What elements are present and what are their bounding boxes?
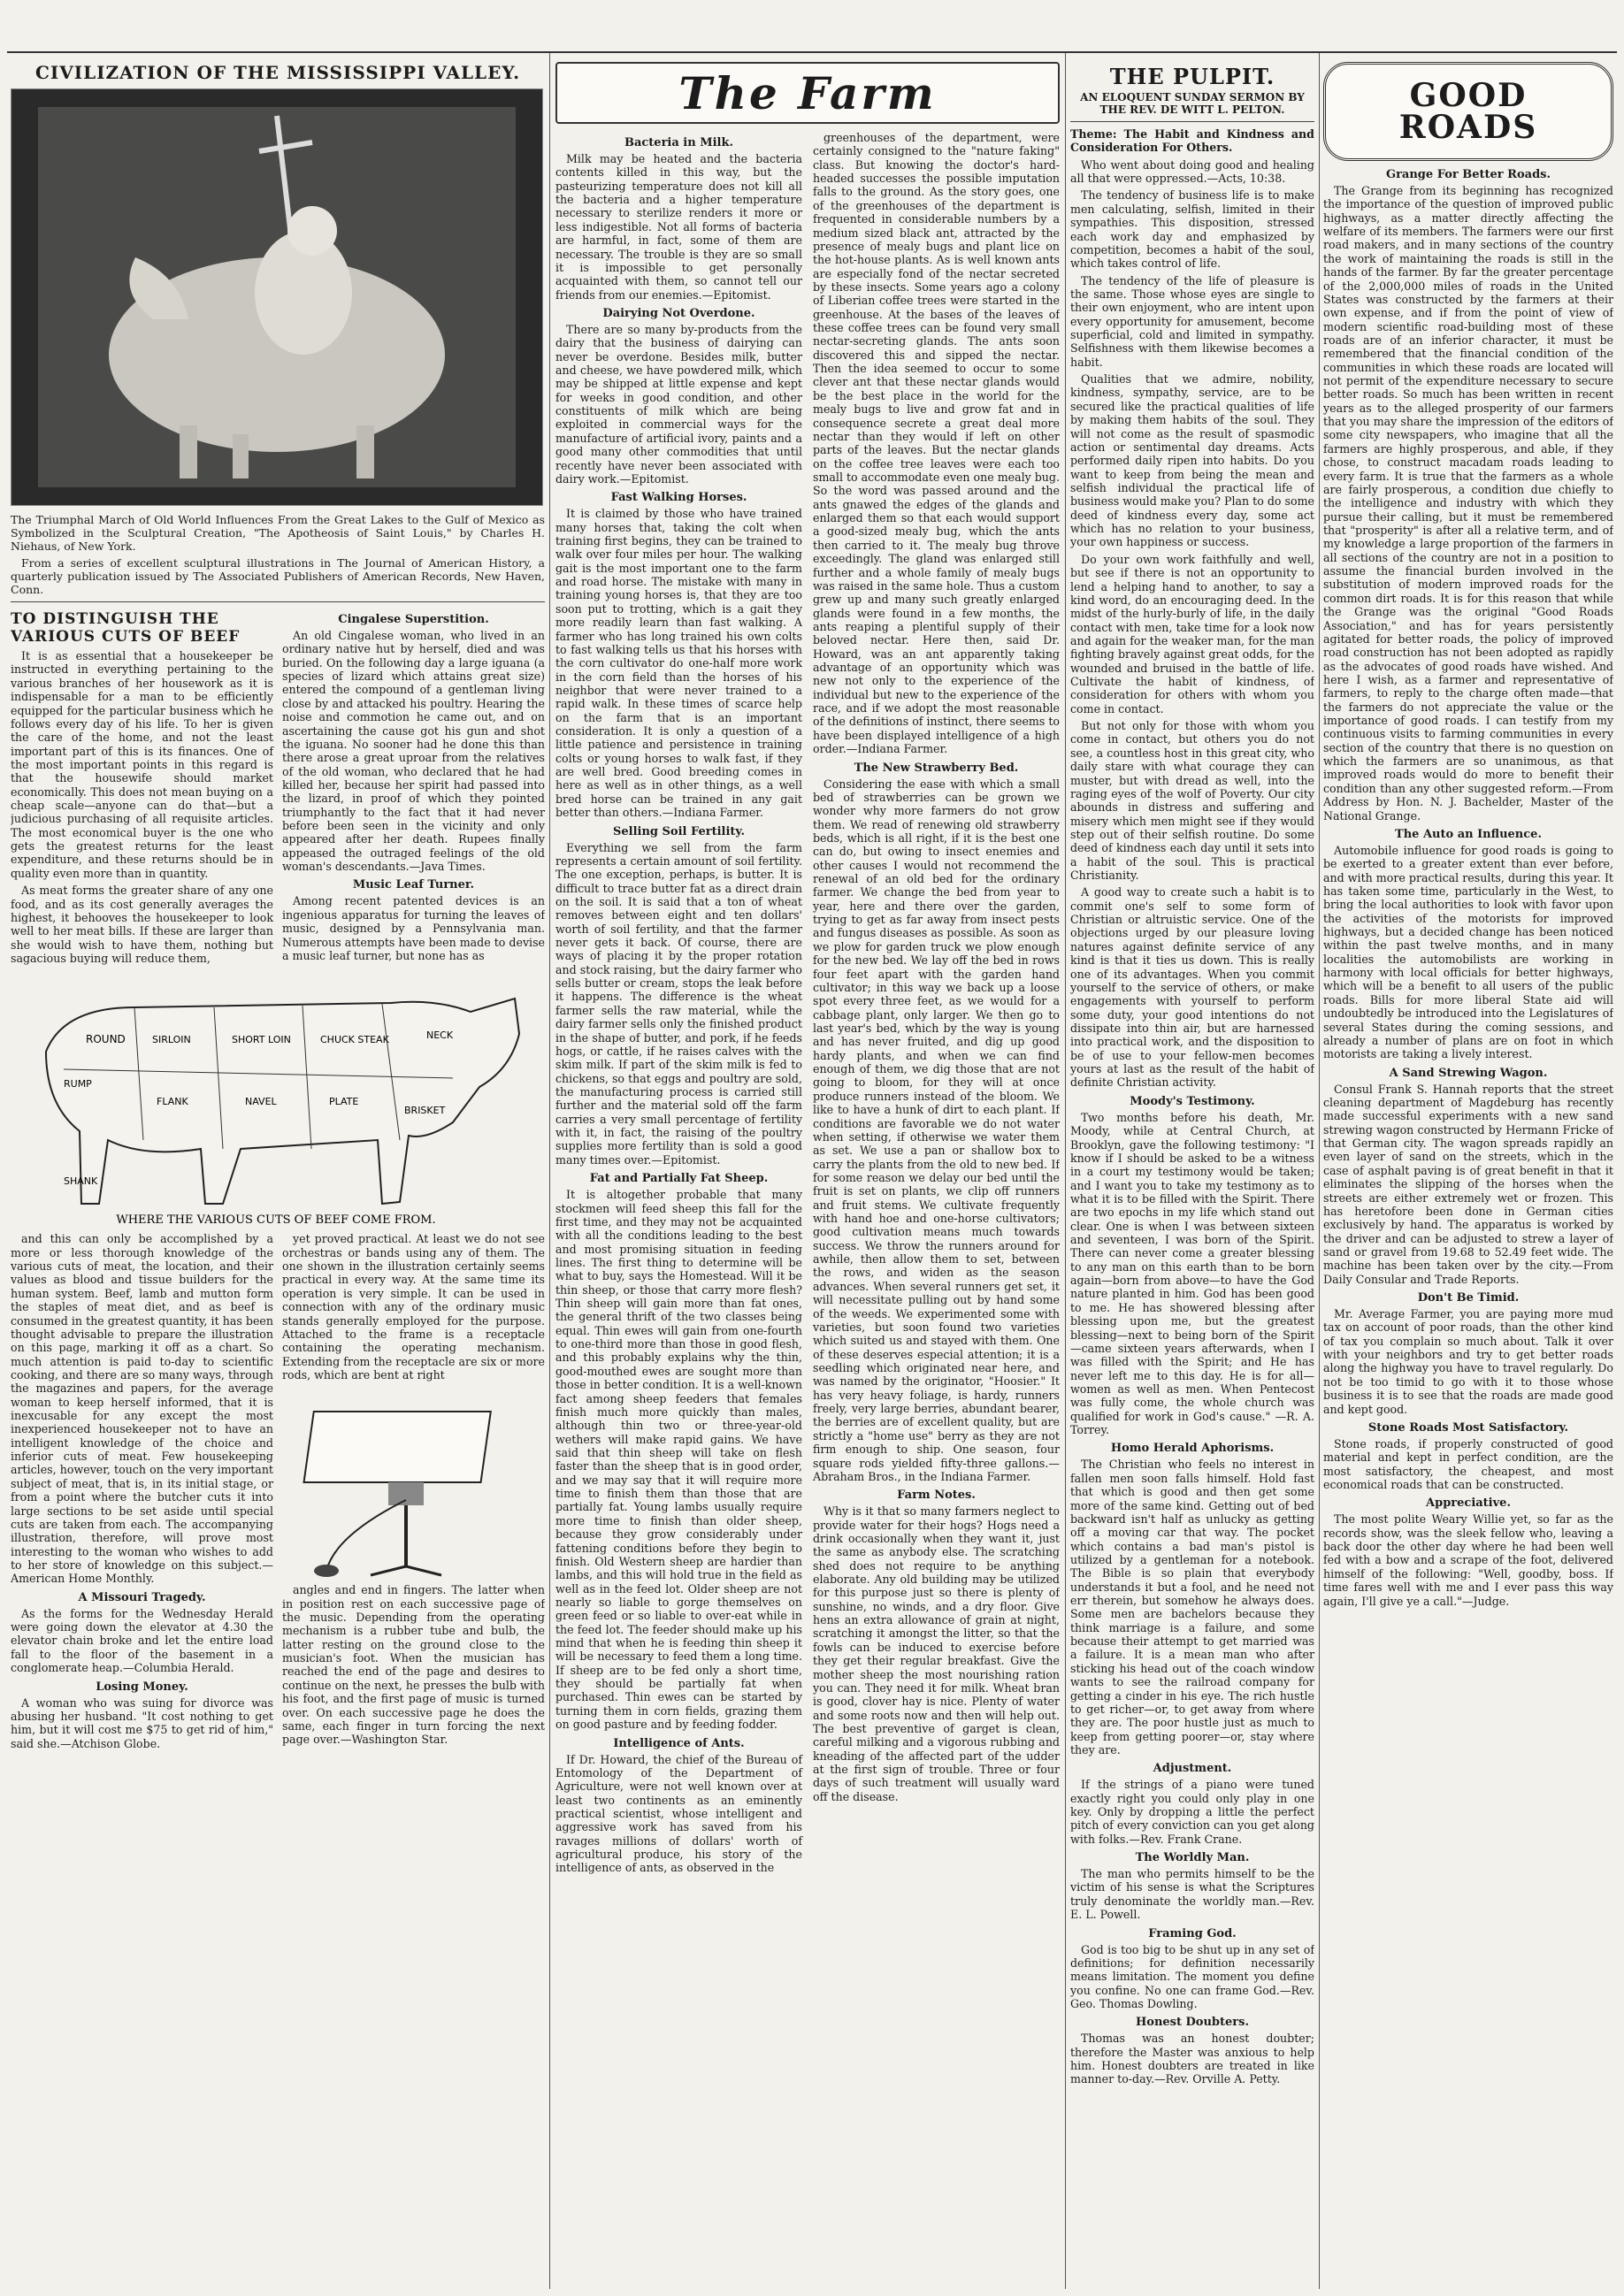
good-roads-title-line: ROADS [1398, 109, 1538, 146]
column-good-roads [1323, 62, 1613, 2289]
framing-text: God is too big to be shut up in any set of definitions; for definition necessarily means limitation. The moment you define you confine. No one can frame God.—Rev. Geo. Thomas Dowling. [1070, 1942, 1314, 2010]
music-heading: Music Leaf Turner. [352, 878, 475, 892]
music-continued: yet proved practical. At least we do not see orchestras or bands using any of them. The one shown in the illustration certainly seems practical in every way. At the same time its operation is very simple. It can be used in connection with any of the ordinary music stands generally employed for the purpose. Attached to the frame is a receptacle containing the operating mechanism. Extending from the receptacle are six or more rods, which are bent at right [282, 1232, 545, 1381]
section-title-farm: The Farm [555, 62, 1060, 124]
timid-heading: Don't Be Timid. [1417, 1291, 1520, 1305]
pulpit-paragraph: But not only for those with whom you come in contact, but others you do not see, a countless host in this great city, who daily stare with what courage they can muster, but with dread as well, into the raging eyes of the wolf of Poverty. Our city abounds in distress and suffering and misery which men might see if they would step out of their selfish routine. Do some deed of kindness each day until it sets into a habit of the soul. This is practical Christianity. [1070, 719, 1314, 883]
farm-heading: Intelligence of Ants. [613, 1736, 745, 1750]
worldly-text: The man who permits himself to be the victim of his sense is what the Scriptures truly denominate the worldly man.—Rev. E. L. Powell. [1070, 1867, 1314, 1922]
pulpit-intro: Who went about doing good and healing all that were oppressed.—Acts, 10:38. [1070, 157, 1314, 186]
auto-text: Automobile influence for good roads is going to be exerted to a greater extent than ever before, and with more practical results, during this year. It has taken some time, particularly in the West, to bring the local authorities to look with favor upon the activities of the motorists for improved highways, but a decided change has been noticed within the past twelve months, and in many localities the automobilists are working in harmony with local officials for better highways, which will be a benefit to all users of the public roads. Bills for more liberal State aid will undoubtedly be introduced into the Legislatures of several States during the coming sessions, and already a number of plans are on foot in which motorists are taking a lively interest. [1323, 843, 1613, 1061]
farm-heading: Fast Walking Horses. [610, 491, 747, 505]
farm-text: Why is it that so many farmers neglect to provide water for their hogs? Hogs need a drink occasionally when they want it, just the same as anybody else. The scratching shed does not require to be anything elaborate. Any old building may be utilized for this purpose just so there is plenty of sunshine, no winds, and a dry floor. Give hens an extra allowance of grain at night, scratching it amongst the litter, so that the fowls can be induced to exercise before they get their regular breakfast. Give the mother sheep the most nourishing ration you can. They need it for milk. Wheat bran is good, clover hay is nice. Plenty of water and some roots now and then will help out. The best preventive of garget is clean, careful milking and a vigorous rubbing and kneading of the affected part of the udder at the first sign of trouble. Three or four days of such treatment will usually ward off the disease. [813, 1504, 1060, 1803]
farm-right-column [813, 131, 1060, 1879]
beef-heading: TO DISTINGUISH THE VARIOUS CUTS OF BEEF [11, 610, 241, 646]
pulpit-paragraph: The tendency of business life is to make men calculating, selfish, limited in their sympathies. This disposition, stressed each work day and emphasized by competition, becomes a habit of the soul, which takes control of life. [1070, 188, 1314, 271]
pulpit-paragraph: A good way to create such a habit is to commit one's self to some form of Christian or altruistic service. One of the objections urged by our pleasure loving natures against definite service of any kind is that it ties us down. This is really one of its advantages. When you commit yourself to the service of others, or make engagements with yourself to perform some duty, your good intentions do not dissipate into thin air, but are harnessed into practical work, and the disposition to be of use to your fellow-men becomes yours at last as the result of the habit of definite Christian activity. [1070, 885, 1314, 1090]
framing-heading: Framing God. [1148, 1926, 1237, 1940]
farm-heading: The New Strawberry Bed. [854, 761, 1019, 775]
stone-heading: Stone Roads Most Satisfactory. [1367, 1420, 1569, 1435]
pulpit-subtitle: AN ELOQUENT SUNDAY SERMON BY THE REV. DE WITT L. PELTON. [1080, 91, 1305, 116]
beef-continued: and this can only be accomplished by a more or less thorough knowledge of the various cuts of meat, the location, and their values as blood and tissue builders for the human system. Beef, lamb and mutton form the staples of meat diet, and as beef is consumed in the greatest quantity, it has been thought advisable to prepare the illustration on this page, marking it off as a chart. So much attention is paid to-day to scientific cooking, and there are so many ways, through the magazines and papers, for the average woman to keep herself informed, that it is inexcusable for any except the most inexperienced housekeeper not to have an intelligent knowledge of the choice and inferior cuts of meat. Few housekeeping articles, however, touch on the very important subject of meat, that is, in its initial stage, or from a point where the butcher cuts it into large sections to be set aside until special cuts are taken from each. The accompanying illustration, therefore, will prove most interesting to the woman who wishes to add to her store of knowledge on this subject.—American Home Monthly. [11, 1232, 273, 1586]
appreciative-heading: Appreciative. [1426, 1496, 1511, 1511]
masthead-rule [7, 51, 1617, 53]
farm-text: If Dr. Howard, the chief of the Bureau of Entomology of the Department of Agriculture, were not well known over at least two continents as an eminently practical scientist, whose intelligent and aggressive work has saved from his ravages millions of dollars' worth of agricultural produce, his story of the intelligence of ants, as observed in the [555, 1752, 802, 1875]
adjustment-text: If the strings of a piano were tuned exactly right you could only play in one key. Only by dropping a little the perfect pitch of every conviction can you get along with folks.—Rev. Frank Crane. [1070, 1778, 1314, 1846]
appreciative-text: The most polite Weary Willie yet, so far as the records show, was the sleek fellow who, leaving a back door the other day where he had been well fed with a bow and a scrape of the foot, delivered himself of the following: "Well, goodby, boss. If time fares well with me and I ever pass this way again, I'll give ye a call."—Judge. [1323, 1512, 1613, 1608]
farm-heading: Farm Notes. [897, 1489, 976, 1503]
cut-label: SIRLOIN [152, 1034, 191, 1046]
cut-label: NECK [426, 1029, 454, 1042]
auto-heading: The Auto an Influence. [1395, 827, 1542, 841]
cut-label: NAVEL [245, 1096, 277, 1108]
farm-text: It is altogether probable that many stockmen will feed sheep this fall for the first time, and they may not be acquainted with all the conditions leading to the best and most promising situation in feeding lines. The first thing to determine will be what to buy, says the Homestead. Will it be thin sheep, or those that carry more flesh? Thin sheep will gain more than fat ones, the general thrift of the two classes being equal. Thin ewes will gain from one-fourth to one-third more than those in good flesh, and this probably explains why the thin, good-mouthed ewes are sought more than those in better condition. It is a well-known fact among sheep feeders that females finish much more quickly than males, although thin two or three-year-old wethers will make rapid gains. We have said that thin sheep will take on flesh faster than the sheep that is in good order, and we may say that it will require more time to finish them than those that are partially fat. Young lambs usually require more time to finish than older sheep, because they grow considerably under fattening conditions before they begin to finish. Old Western sheep are hardier than lambs, and this will hold true in the field as well as in the feed lot. Older sheep are not nearly so liable to gorge themselves on green feed or so liable to over-eat while in the feed lot. The feeder should make up his mind that when he is feeding thin sheep it will be necessary to feed them a long time. If sheep are to be fed only a short time, they should be partially fat when purchased. Thin ewes can be started by turning them in corn fields, grazing them on good pasture and by feeding fodder. [555, 1188, 802, 1732]
pulpit-paragraph: The tendency of the life of pleasure is the same. Those whose eyes are single to their own enjoyment, who are intent upon every opportunity for amusement, become superficial, cold and limited in sympathy. Selfishness with them likewise becomes a habit. [1070, 273, 1314, 369]
cingalese-heading: Cingalese Superstition. [338, 613, 489, 626]
farm-text: Considering the ease with which a small bed of strawberries can be grown we wonder why more farmers do not grow them. We read of renewing old strawberry beds, which is all right, if it is the best one can do, but owing to insect enemies and other causes I would not recommend the renewal of an old bed for the ordinary farmer. We change the bed from year to year, here and there over the garden, trying to get as far away from insect pests and fungus diseases as possible. As soon as we plow for garden truck we plow enough for the new bed. We lay off the bed in rows four feet apart with the garden hand cultivator; in this way we back up a loose spot every three feet, as we would for a cabbage plant, only larger. We then go to last year's bed, which by the way is young and has never fruited, and dig up good hardy plants, and when we can find enough of them, we dig those that are not going to bloom, for they will at once produce runners instead of the bloom. We like to have a hunk of dirt to each plant. If conditions are favorable we do not water when setting, if otherwise we water them as set. We use a pan or shallow box to carry the plants from the old to new bed. If for some reason we delay our bed until the fruit is set on plants, we clip off runners and fruit stems. We cultivate frequently with hand hoe and one-horse cultivators; good cultivation means much towards success. We throw the runners around for awhile, then allow them to set, between the rows, and widen as the season advances. When several runners get set, it will necessitate pulling out by hand some of the weeds. We experimented some with varieties, but soon found two varieties which suited us and stayed with them. One of these deserves especial attention; it is a seedling which originated near here, and was named by the originator, "Hoosier." It has very heavy foliage, is hardy, runners freely, very large berries, abundant bearer, the berries are of excellent quality, but are strictly a "home use" berry as they are not firm enough to ship. One season, four square rods yielded fifty-three gallons.—Abraham Bros., in the Indiana Farmer. [813, 777, 1060, 1483]
farm-text: There are so many by-products from the dairy that the business of dairying can never be overdone. Besides milk, butter and cheese, we have powdered milk, which may be shipped at little expense and kept for weeks in good condition, and other constituents of milk which are being exploited in commercial ways for the manufacture of artificial ivory, paints and a good many other commodities that until recently have never been associated with dairy work.—Epitomist. [555, 322, 802, 486]
section-title-good-roads [1323, 62, 1613, 161]
cut-label: RUMP [64, 1078, 92, 1091]
divider [11, 601, 545, 602]
beef-cuts-diagram [11, 972, 541, 1228]
cut-label: CHUCK STEAK [320, 1034, 389, 1046]
farm-articles [555, 131, 1060, 1879]
wagon-text: Consul Frank S. Hannah reports that the street cleaning department of Magdeburg has recently made successful experiments with a new sand strewing wagon constructed by Hermann Fricke of that German city. The wagon spreads rapidly an even layer of sand on the streets, which in the case of asphalt paving is of great benefit in that it eliminates the slipping of the horses when the streets are either extremely wet or frozen. This has heretofore been done in German cities exclusively by hand. The apparatus is worked by the driver and can be adjusted to strew a layer of sand or gravel from 19.68 to 52.49 feet wide. The machine has been taken over by the city.—From Daily Consular and Trade Reports. [1323, 1082, 1613, 1286]
cut-label: SHORT LOIN [232, 1034, 291, 1046]
column-rule [1319, 53, 1320, 2289]
beef-paragraph: As meat forms the greater share of any one food, and as its cost generally averages the highest, it behooves the housekeeper to look well to her meat bills. If these are larger than she would wish to have them, nothing but sagacious buying will reduce them, [11, 884, 273, 965]
beef-paragraph: It is as essential that a housekeeper be instructed in everything pertaining to the various branches of her housework as it is indispensable for a man to be efficiently equipped for the particular business which he follows every day of his life. To her is given the care of the home, and not the least important part of this is its finances. One of the most important points in this regard is that the housewife should market economically. This does not mean buying on a cheap scale—anyone can do that—but a judicious purchasing of all requisite articles. The most economical buyer is the one who gets the greatest returns for the least expenditure, and these returns should be in quality even more than in quantity. [11, 649, 273, 880]
pulpit-paragraph: Qualities that we admire, nobility, kindness, sympathy, service, are to be secured like the practical qualities of life by making them habits of the soul. They will not come as the result of spasmodic action or sentimental day dreams. Acts performed daily ripen into habits. Do you want to keep from being the mean and selfish individual the practical life of business would make you? Plan to do some deed of kindness every day, some act which has no relation to your business, your own happiness or success. [1070, 372, 1314, 549]
column-civilization [11, 62, 545, 2289]
column-rule [1065, 53, 1066, 2289]
farm-text: greenhouses of the department, were certainly consigned to the "nature faking" class. But knowing the doctor's hard-headed successes the possible imputation falls to the ground. As the story goes, one of the greenhouses of the department is frequented in considerable numbers by a medium sized black ant, attracted by the presence of mealy bugs and plant lice on the hot-house plants. As is well known ants are especially fond of the nectar secreted by these insects. Some years ago a colony of Liberian coffee trees were started in the greenhouse. At the bases of the leaves of these coffee trees can be found very small nectar-secreting glands. The ants soon discovered this and sipped the nectar. Then the idea seemed to occur to some clever ant that these nectar glands would be the best place in the world for the mealy bugs to live and grow fat and in consequence secrete a great deal more nectar than they would if left on other parts of the leaves. But the nectar glands on the coffee tree leaves were each too small to accommodate even one mealy bug. So the word was passed around and the ants gnawed the edges of the glands and enlarged them so that each would support a good-sized mealy bug, which the ants then carried to it. The mealy bug throve exceedingly. The gland was enlarged still further and a whole family of mealy bugs was raised in the same hole. Thus a custom grew up and many such greatly enlarged glands were found in a few months, the ants reaping a plentiful supply of their beloved nectar. Here then, said Dr. Howard, was an ant apparently taking advantage of an opportunity which was new not only to the experience of the individual but new to the experience of the race, and if we adopt the most reasonable of the definitions of instinct, there seems to have been displayed intelligence of a high order.—Indiana Farmer. [813, 131, 1060, 756]
grange-heading: Grange For Better Roads. [1385, 168, 1551, 181]
good-roads-title-line: GOOD [1409, 77, 1528, 114]
lower-row [11, 1232, 545, 1754]
stone-text: Stone roads, if properly constructed of good material and kept in perfect condition, are the most satisfactory, the cheapest, and most economical roads that can be constructed. [1323, 1436, 1613, 1491]
beef-cuts-caption: WHERE THE VARIOUS CUTS OF BEEF COME FROM. [116, 1213, 436, 1228]
cingalese-text: An old Cingalese woman, who lived in an ordinary native hut by herself, died and was buried. On the following day a large iguana (a species of lizard which attains great size) entered the compound of a gentleman living close by and attacked his poultry. Hearing the noise and commotion he came out, and on ascertaining the cause got his gun and shot the iguana. No sooner had he done this than there arose a great uproar from the relatives of the old woman, who declared that he had killed her, because her spirit had passed into the lizard, in proof of which they pointed triumphantly to the fact that it had never before been seen in the vicinity and only appeared after her death. Rupees finally appeased the outraged feelings of the old woman's descendants.—Java Times. [282, 629, 545, 874]
pulpit-theme: Theme: The Habit and Kindness and Consideration For Others. [1070, 127, 1314, 155]
farm-text: Everything we sell from the farm represents a certain amount of soil fertility. The one exception, perhaps, is butter. It is difficult to trace butter fat as a direct drain on the soil. It is said that a ton of wheat removes between eight and ten dollars' worth of soil fertility, and that the farmer never gets it back. Of course, there are ways of placing it by the proper rotation and stock raising, but the dairy farmer who sells butter or cream, stops the leak before it happens. The difference is the wheat farmer sells the raw material, while the dairy farmer sells only the finished product in the shape of butter, and pork, if he feeds hogs, or cattle, if he raises calves with the skim milk. If part of the skim milk is fed to chickens, so that eggs and poultry are sold, the manufacturing process is carried still further and the material sold off the farm carries a very small percentage of fertility with it, in fact, the raising of the poultry supplies more fertility than is sold a good many times over.—Epitomist. [555, 840, 802, 1167]
doubters-text: Thomas was an honest doubter; therefore the Master was anxious to help him. Honest doubters are treated in like manner to-day.—Rev. Orville A. Petty. [1070, 2032, 1314, 2086]
statue-illustration [11, 88, 543, 506]
cut-label: PLATE [329, 1096, 359, 1108]
farm-text: It is claimed by those who have trained many horses that, taking the colt when training first begins, they can be trained to walk over four miles per hour. The walking gait is the most important one to the farm and road horse. The mistake with many in training young horses is, that they are too soon put to trotting, which is a gait they more readily learn than fast walking. A farmer who has long trained his own colts to fast walking tells us that his horses with the corn cultivator do one-half more work in the corn field than the horses of his neighbor that were never trained to a rapid walk. In these times of scarce help on the farm that is an important consideration. It is only a question of a little patience and persistence in training colts or young horses to walk fast, if they are well bred. Good breeding comes in here as well as in other things, as a well bred horse can be trained in any gait better than others.—Indiana Farmer. [555, 507, 802, 820]
column-farm [555, 62, 1060, 2289]
cut-label: FLANK [157, 1096, 188, 1108]
music-stand-illustration [282, 1385, 530, 1580]
homo-heading: Homo Herald Aphorisms. [1110, 1442, 1275, 1456]
farm-heading: Fat and Partially Fat Sheep. [589, 1172, 769, 1186]
adjustment-heading: Adjustment. [1153, 1762, 1232, 1776]
farm-heading: Bacteria in Milk. [624, 136, 734, 149]
timid-text: Mr. Average Farmer, you are paying more mud tax on account of poor roads, than the other kind of tax you complain so much about. Talk it over with your neighbors and try to get better roads along the highway you have to travel regularly. Do not be too timid to go with it to those whose business it is to see that the roads are made good and kept good. [1323, 1307, 1613, 1416]
money-heading: Losing Money. [96, 1680, 188, 1694]
column-rule [549, 53, 550, 2289]
column-pulpit [1070, 62, 1314, 2289]
wagon-heading: A Sand Strewing Wagon. [1389, 1066, 1548, 1080]
pulpit-paragraph: Do your own work faithfully and well, but see if there is not an opportunity to lend a helping hand to another, to say a kind word, do an encouraging deed. In the midst of the hurly-burly of life, in the daily contact with men, take time for a look now and again for the weaker man, for the man fighting bravely against great odds, for the wounded and bruised in the battle of life. Cultivate the habit of kindness, of consideration for others with whom you come in contact. [1070, 552, 1314, 716]
cut-label: ROUND [86, 1033, 126, 1046]
music-text: Among recent patented devices is an ingenious apparatus for turning the leaves of music, designed by a Pennsylvania man. Numerous attempts have been made to devise a music leaf turner, but none has as [282, 894, 545, 962]
homo-text: The Christian who feels no interest in fallen men soon falls himself. Hold fast that which is good and then get some more of the same kind. Getting out of bed backward isn't half as unlucky as getting off a moving car that way. The pocket which contains a bad man's pistol is utilized by a gentleman for a notebook. The Bible is so plain that everybody understands it but a fool, and he need not err therein, but somehow he always does. Some men are bachelors because they think marriage is a failure, and some because their attempt to get married was a failure. It is a mean man who after sticking his head out of the coach window wants to see the railroad company for getting a cinder in his eye. The rich hustle to get richer—or, to get away from where they are. The poor hustle just as much to keep from getting poorer—or, stay where they are. [1070, 1458, 1314, 1756]
grange-text: The Grange from its beginning has recognized the importance of the question of improved public highways, as a matter directly affecting the welfare of its members. The farmers were our first road makers, and in many sections of the country the work of maintaining the roads is still in the hands of the farmer. By far the greater percentage of the 2,000,000 miles of roads in the United States was constructed by the farmers at their own expense, and if from the point of view of modern scientific road-building most of these roads are of an inferior character, it must be remembered that the financial condition of the communities in which these roads are located will not permit of the expenditure necessary to secure better roads. So much has been written in recent years as to the alleged prosperity of our farmers that you may share the impression of the editors of some city newspapers, who imagine that all the farmers are highly prosperous, and able, if they chose, to construct macadam roads leading to every farm. It is true that the farmers as a whole are fairly prosperous, a condition due chiefly to the intelligence and industry with which they pursue their calling, but it must be remembered that "prosperity" is after all a relative term, and of my knowledge a large proportion of the farmers in all sections of the country are not in a position to assume the financial burden involved in the substitution of modern improved roads for the common dirt roads. It is for this reason that while the Grange was the original "Good Roads Association," and has for years persistently agitated for better roads, the policy of improved road construction has not been adopted as rapidly as the advocates of good roads have wished. And here I wish, as a farmer and representative of farmers, to reply to the charge often made—that the farmers do not appreciate the value or the importance of good roads. I can testify from my continuous visits to farming communities in every section of the country that there is no question on which the farmers are so unanimous, as that improved roads would do more to benefit their condition than any other suggested reform.—From Address by Hon. N. J. Bachelder, Master of the National Grange. [1323, 184, 1613, 823]
doubters-heading: Honest Doubters. [1136, 2016, 1249, 2030]
farm-text: Milk may be heated and the bacteria contents killed in this way, but the pasteurizing temperature does not kill all the bacteria and a higher temperature necessary to sterilize renders it more or less indigestible. Not all forms of bacteria are harmful, in fact, some of them are necessary. The trouble is they are so small it is impossible to get personally acquainted with them, so cannot tell our friends from our enemies.—Epitomist. [555, 152, 802, 302]
music-continued-2: angles and end in fingers. The latter when in position rest on each successive page of the music. Depending from the operating mechanism is a rubber tube and bulb, the latter resting on the ground close to the musician's foot. When the musician has reached the end of the page and desires to continue on the next, he presses the bulb with his foot, and the first page of music is turned over. On each successive page he does the same, each finger in turn forcing the next page over.—Washington Star. [282, 1583, 545, 1747]
worldly-heading: The Worldly Man. [1135, 1851, 1250, 1865]
farm-heading: Dairying Not Overdone. [602, 306, 755, 320]
statue-caption: The Triumphal March of Old World Influences From the Great Lakes to the Gulf of Mexico as Symbolized in the Sculptural Creation, "The Apotheosis of Saint Louis," by Charles H. Niehaus, of New York. [11, 513, 545, 553]
section-title-pulpit: THE PULPIT. [1109, 64, 1275, 89]
statue-credit: From a series of excellent sculptural illustrations in The Journal of American History, a quarterly publication issued by The Associated Publishers of American Records, New Haven, Conn. [11, 556, 545, 596]
tragedy-text: As the forms for the Wednesday Herald were going down the elevator at 4.30 the elevator chain broke and let the entire load fall to the floor of the basement in a conglomerate heap.—Columbia Herald. [11, 1606, 273, 1675]
farm-heading: Selling Soil Fertility. [612, 824, 746, 838]
divider [1070, 121, 1314, 122]
farm-left-column [555, 131, 802, 1879]
cut-label: SHANK [64, 1175, 98, 1188]
section-title-civilization: CIVILIZATION OF THE MISSISSIPPI VALLEY. [34, 62, 521, 83]
beef-article-row [11, 608, 545, 968]
moody-heading: Moody's Testimony. [1130, 1094, 1255, 1108]
cut-label: BRISKET [404, 1105, 446, 1117]
tragedy-heading: A Missouri Tragedy. [78, 1590, 206, 1604]
moody-text: Two months before his death, Mr. Moody, while at Central Church, at Brooklyn, gave the following testimony: "I know if I should be asked to be a witness in a court my testimony would be taken; and I want you to take my testimony as to what it is to be filled with the Spirit. There are two epochs in my life which stand out clear. One is when I was between sixteen and seventeen, I was born of the Spirit. There can never come a greater blessing to any man on this earth than to be born again—born from above—to have the God nature planted in him. God has been good to me. He has showered blessing after blessing upon me, but the greatest blessing—next to being born of the Spirit—came sixteen years afterwards, when I was filled with the Spirit; and He has never left me to this day. He is for all—women as well as men. When Pentecost was fully come, the whole church was qualified for work in God's cause." —R. A. Torrey. [1070, 1110, 1314, 1437]
money-text: A woman who was suing for divorce was abusing her husband. "It cost nothing to get him, but it will cost me $75 to get rid of him," said she.—Atchison Globe. [11, 1695, 273, 1750]
